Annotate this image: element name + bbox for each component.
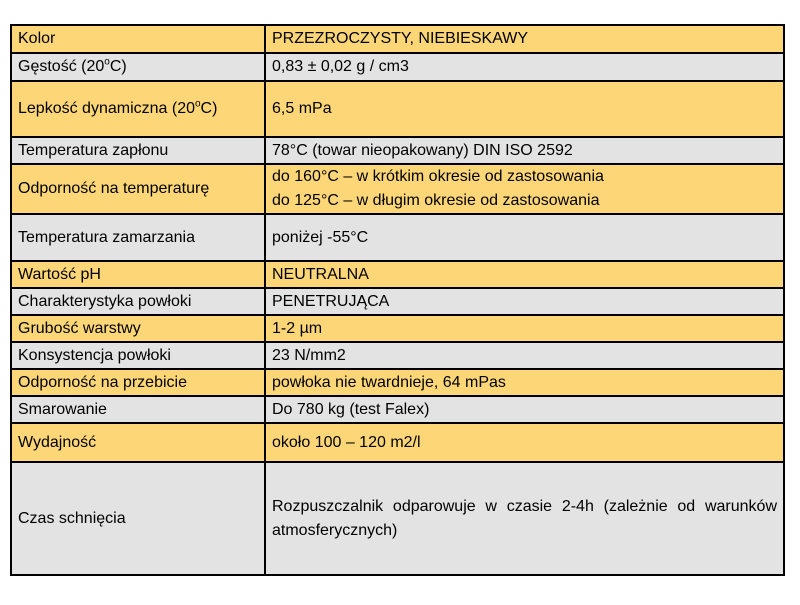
property-label: Konsystencja powłoki (11, 342, 265, 369)
property-label: Lepkość dynamiczna (20$^o$C) (11, 81, 265, 137)
property-value: Rozpuszczalnik odparowuje w czasie 2-4h (zależnie od warunków atmosferycznych) (265, 462, 784, 575)
table-row (11, 369, 784, 396)
table-row (11, 396, 784, 423)
property-value: poniżej -55°C (265, 214, 784, 261)
property-value: 1-2 µm (265, 315, 784, 342)
property-label: Gęstość (20$^o$C) (11, 53, 265, 81)
table-row (11, 53, 784, 81)
property-value: powłoka nie twardnieje, 64 mPas (265, 369, 784, 396)
property-value (265, 164, 784, 214)
table-row (11, 25, 784, 53)
property-value: PENETRUJĄCA (265, 288, 784, 315)
property-value: PRZEZROCZYSTY, NIEBIESKAWY (265, 25, 784, 53)
property-label: Wartość pH (11, 261, 265, 288)
property-value: NEUTRALNA (265, 261, 784, 288)
table-row (11, 164, 784, 214)
property-label: Wydajność (11, 423, 265, 462)
table-row (11, 288, 784, 315)
property-label: Temperatura zamarzania (11, 214, 265, 261)
property-label: Odporność na temperaturę (11, 164, 265, 214)
value-line: do 160°C – w krótkim okresie od zastosowania (272, 168, 604, 185)
value-line: do 125°C – w długim okresie od zastosowania (272, 192, 600, 209)
specification-table (10, 24, 785, 576)
property-label: Kolor (11, 25, 265, 53)
property-value: 6,5 mPa (265, 81, 784, 137)
property-value: 23 N/mm2 (265, 342, 784, 369)
property-label: Smarowanie (11, 396, 265, 423)
property-label: Charakterystyka powłoki (11, 288, 265, 315)
property-label: Odporność na przebicie (11, 369, 265, 396)
table-row (11, 462, 784, 575)
table-row (11, 423, 784, 462)
property-label: Temperatura zapłonu (11, 137, 265, 164)
table-row (11, 137, 784, 164)
table-row (11, 342, 784, 369)
property-label: Grubość warstwy (11, 315, 265, 342)
property-label: Czas schnięcia (11, 462, 265, 575)
property-value: 0,83 ± 0,02 g / cm3 (265, 53, 784, 81)
property-value: około 100 – 120 m2/l (265, 423, 784, 462)
property-value: Do 780 kg (test Falex) (265, 396, 784, 423)
table-row (11, 214, 784, 261)
property-value: 78°C (towar nieopakowany) DIN ISO 2592 (265, 137, 784, 164)
table-row (11, 261, 784, 288)
table-row (11, 81, 784, 137)
table-row (11, 315, 784, 342)
